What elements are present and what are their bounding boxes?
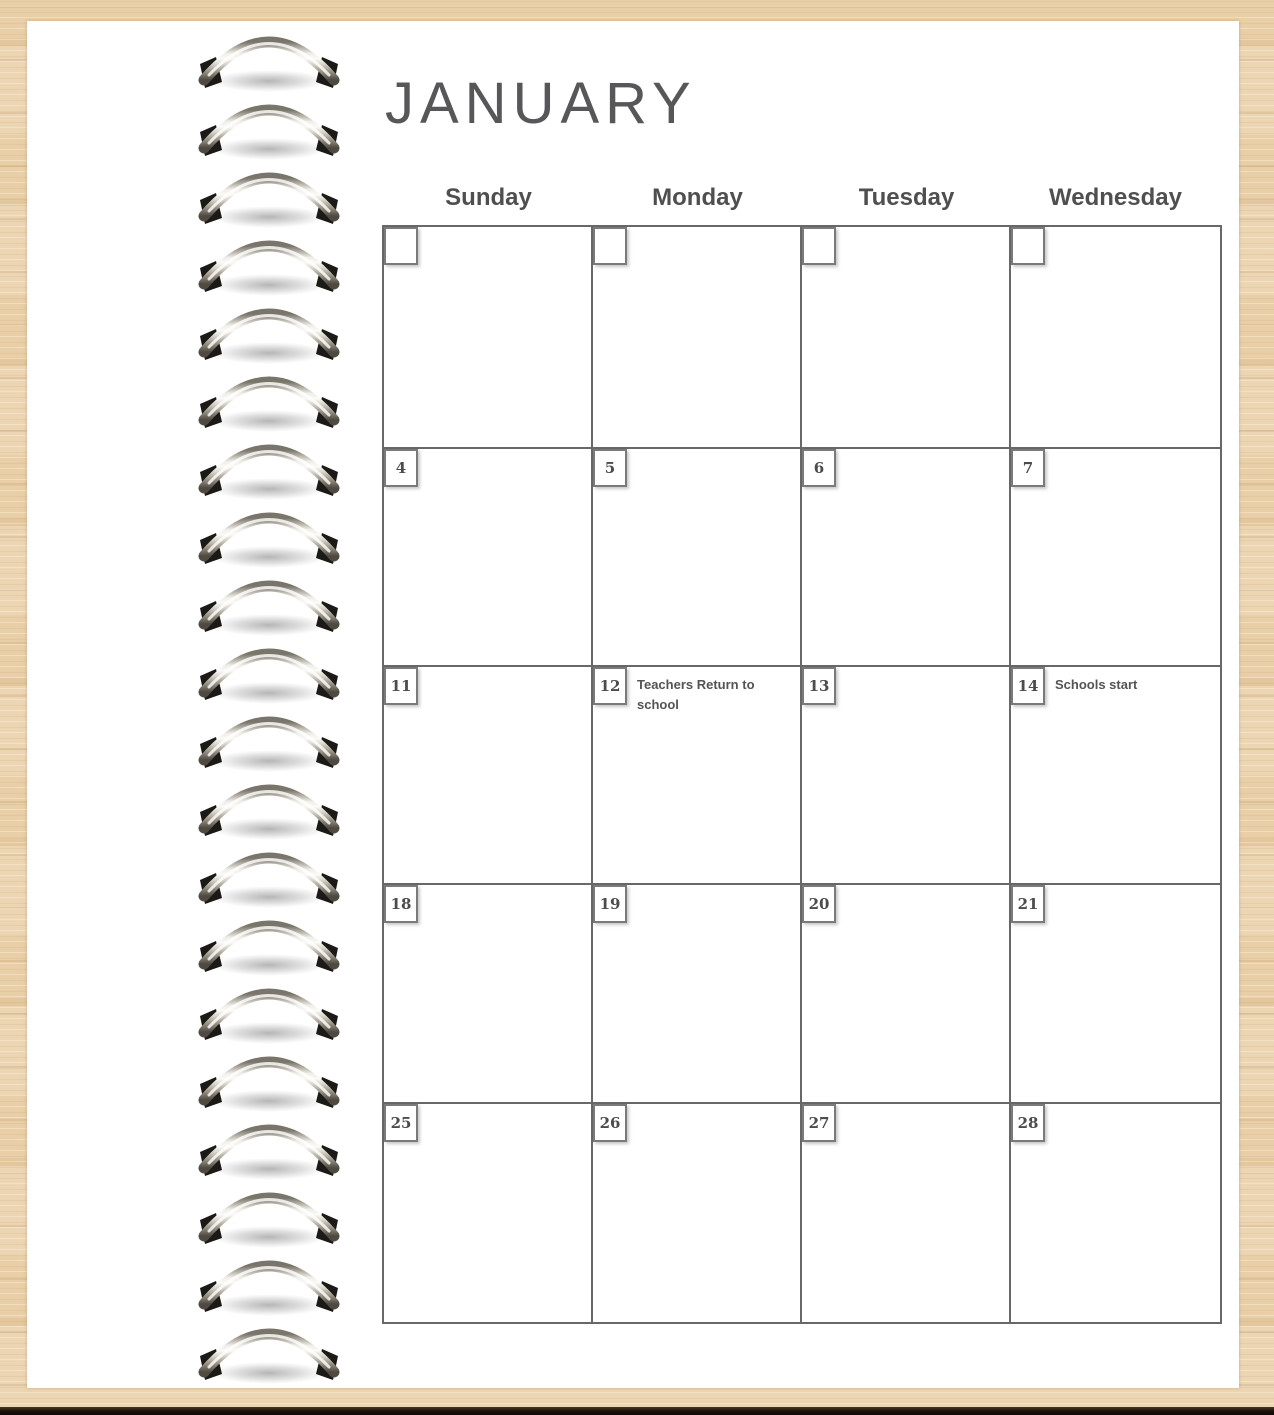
spiral-ring (196, 370, 342, 436)
date-box (802, 227, 836, 265)
day-cell[interactable] (593, 449, 802, 667)
day-cell[interactable] (802, 449, 1011, 667)
day-cell[interactable] (802, 885, 1011, 1104)
day-cell[interactable] (593, 227, 802, 449)
spiral-ring (196, 302, 342, 368)
day-cell[interactable] (1011, 667, 1220, 885)
date-number: 6 (813, 459, 825, 477)
date-number: 7 (1022, 459, 1034, 477)
spiral-ring (196, 30, 342, 96)
spiral-ring (196, 234, 342, 300)
spiral-ring (196, 574, 342, 640)
date-box (1011, 1104, 1045, 1142)
date-number: 12 (599, 677, 621, 695)
date-number: 14 (1017, 677, 1039, 695)
spiral-ring (196, 642, 342, 708)
date-box (384, 885, 418, 923)
weekday-header-wednesday: Wednesday (1049, 184, 1182, 211)
date-number: 21 (1017, 895, 1039, 913)
date-number: 4 (395, 459, 407, 477)
date-number: 27 (808, 1114, 830, 1132)
planner-page (27, 21, 1239, 1388)
day-cell[interactable] (593, 885, 802, 1104)
date-box (384, 449, 418, 487)
day-cell[interactable] (384, 885, 593, 1104)
spiral-ring (196, 1254, 342, 1320)
desk-edge-shadow (0, 1407, 1274, 1415)
weekday-header-tuesday: Tuesday (858, 184, 955, 211)
day-cell[interactable] (384, 449, 593, 667)
date-number: 11 (390, 677, 412, 695)
date-box (384, 667, 418, 705)
date-box (1011, 449, 1045, 487)
spiral-ring (196, 914, 342, 980)
date-box (802, 449, 836, 487)
spiral-ring (196, 982, 342, 1048)
day-cell[interactable] (802, 667, 1011, 885)
date-number: 28 (1017, 1114, 1039, 1132)
spiral-ring (196, 1322, 342, 1388)
spiral-ring (196, 1118, 342, 1184)
day-cell[interactable] (384, 1104, 593, 1322)
date-box (802, 1104, 836, 1142)
day-cell[interactable] (593, 667, 802, 885)
date-number: 20 (808, 895, 830, 913)
month-title: JANUARY (385, 71, 697, 136)
date-box (1011, 227, 1045, 265)
day-cell[interactable] (802, 227, 1011, 449)
day-cell[interactable] (1011, 1104, 1220, 1322)
date-box (593, 227, 627, 265)
date-number: 18 (390, 895, 412, 913)
date-box (1011, 667, 1045, 705)
weekday-header-monday: Monday (652, 184, 743, 211)
date-box (593, 1104, 627, 1142)
day-cell[interactable] (593, 1104, 802, 1322)
spiral-ring (196, 1186, 342, 1252)
date-box (593, 667, 627, 705)
weekday-header-sunday: Sunday (445, 184, 532, 211)
spiral-ring (196, 846, 342, 912)
day-cell[interactable] (802, 1104, 1011, 1322)
spiral-ring (196, 506, 342, 572)
spiral-ring (196, 98, 342, 164)
date-number: 19 (599, 895, 621, 913)
spiral-ring (196, 166, 342, 232)
day-cell[interactable] (384, 667, 593, 885)
date-box (384, 1104, 418, 1142)
date-box (593, 449, 627, 487)
day-cell[interactable] (384, 227, 593, 449)
date-number: 5 (604, 459, 616, 477)
day-cell[interactable] (1011, 227, 1220, 449)
spiral-binding (196, 21, 346, 1388)
spiral-ring (196, 438, 342, 504)
date-box (802, 667, 836, 705)
calendar-grid (382, 225, 1222, 1324)
event-text: Schools start (1055, 677, 1138, 692)
date-number: 25 (390, 1114, 412, 1132)
day-cell[interactable] (1011, 449, 1220, 667)
date-number: 13 (808, 677, 830, 695)
weekday-header-row (384, 184, 1220, 212)
date-box (593, 885, 627, 923)
event-text: Teachers Return to school (637, 677, 755, 712)
date-box (1011, 885, 1045, 923)
day-cell[interactable] (1011, 885, 1220, 1104)
date-number: 26 (599, 1114, 621, 1132)
spiral-ring (196, 778, 342, 844)
spiral-ring (196, 1050, 342, 1116)
date-box (802, 885, 836, 923)
spiral-ring (196, 710, 342, 776)
date-box (384, 227, 418, 265)
